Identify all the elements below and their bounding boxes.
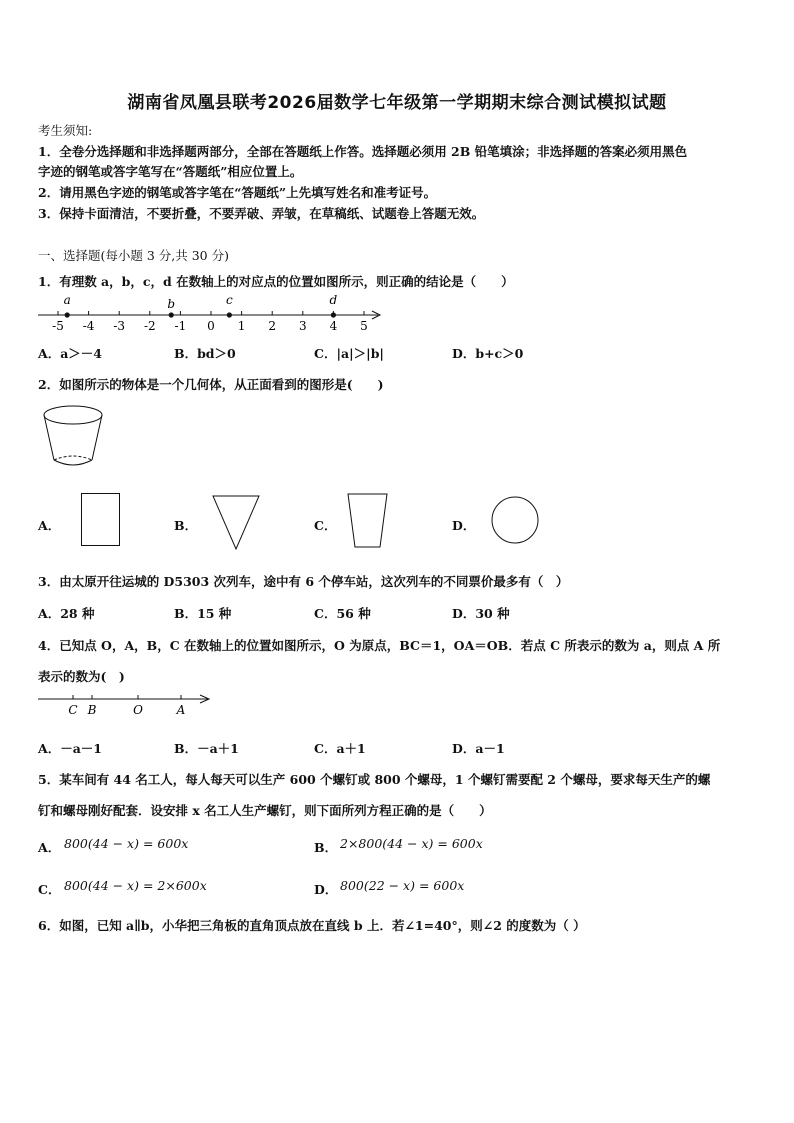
notice-item-3: 3．保持卡面清洁，不要折叠，不要弄破、弄皱，在草稿纸、试题卷上答题无效。 bbox=[38, 206, 485, 221]
q1-tick-label: 2 bbox=[268, 319, 277, 333]
q1-tick-label: -4 bbox=[82, 319, 95, 333]
inverted-triangle-shape[interactable] bbox=[212, 495, 260, 551]
q5-option-b-label[interactable]: B． bbox=[314, 840, 338, 855]
question-1-stem: 1．有理数 a，b，c，d 在数轴上的对应点的位置如图所示，则正确的结论是（ ） bbox=[38, 274, 514, 289]
question-6-stem: 6．如图，已知 a∥b，小华把三角板的直角顶点放在直线 b 上．若∠1=40°，则∠2 的度数为（ ） bbox=[38, 918, 586, 933]
q1-tick-label: -5 bbox=[52, 319, 64, 333]
question-4-stem-line-2: 表示的数为( ) bbox=[38, 669, 125, 684]
q5-option-c-equation: 800(44 − x) = 2×600x bbox=[64, 878, 207, 893]
q1-point-label-b: b bbox=[167, 297, 176, 311]
notice-heading: 考生须知: bbox=[38, 123, 93, 138]
q3-option-d[interactable]: D．30 种 bbox=[452, 606, 510, 621]
q1-tick-label: -3 bbox=[113, 319, 126, 333]
q1-point-label-c: c bbox=[225, 293, 233, 307]
trapezoid-shape[interactable] bbox=[347, 493, 389, 549]
question-5-stem-line-1: 5．某车间有 44 名工人，每人每天可以生产 600 个螺钉或 800 个螺母，1 个螺钉需要配 2 个螺母，要求每天生产的螺 bbox=[38, 772, 711, 787]
q3-option-c[interactable]: C．56 种 bbox=[314, 606, 371, 621]
q1-option-c[interactable]: C．|a|＞|b| bbox=[314, 346, 384, 361]
q1-point-d bbox=[331, 312, 336, 317]
q2-label-a[interactable]: A． bbox=[38, 518, 61, 533]
q1-point-a bbox=[65, 312, 70, 317]
rectangle-shape[interactable] bbox=[81, 493, 121, 547]
number-line-q1 bbox=[0, 290, 794, 335]
q1-point-c bbox=[227, 312, 232, 317]
q2-label-d[interactable]: D． bbox=[452, 518, 476, 533]
q1-tick-label: -1 bbox=[174, 319, 187, 333]
q2-label-b[interactable]: B． bbox=[174, 518, 198, 533]
q4-option-a[interactable]: A．－a－1 bbox=[38, 741, 102, 756]
q1-option-d[interactable]: D．b+c＞0 bbox=[452, 346, 524, 361]
q1-option-b[interactable]: B．bd＞0 bbox=[174, 346, 236, 361]
q5-option-a-equation: 800(44 − x) = 600x bbox=[64, 836, 189, 851]
q1-point-b bbox=[169, 312, 174, 317]
question-3-stem: 3．由太原开往运城的 D5303 次列车，途中有 6 个停车站，这次列车的不同票价最多有（ ） bbox=[38, 574, 569, 589]
q3-option-a[interactable]: A．28 种 bbox=[38, 606, 95, 621]
q4-option-d[interactable]: D．a－1 bbox=[452, 741, 505, 756]
notice-item-2: 2．请用黑色字迹的钢笔或答字笔在“答题纸”上先填写姓名和准考证号。 bbox=[38, 185, 437, 200]
q1-point-label-d: d bbox=[329, 293, 338, 307]
circle-shape[interactable] bbox=[491, 496, 541, 546]
q5-option-d-equation: 800(22 − x) = 600x bbox=[340, 878, 465, 893]
question-5-stem-line-2: 钉和螺母刚好配套．设安排 x 名工人生产螺钉，则下面所列方程正确的是（ ） bbox=[38, 803, 492, 818]
q5-option-c-label[interactable]: C． bbox=[38, 882, 61, 897]
q1-tick-label: 5 bbox=[360, 319, 368, 333]
q1-tick-label: 1 bbox=[237, 319, 246, 333]
q1-point-label-a: a bbox=[63, 293, 71, 307]
question-4-stem-line-1: 4．已知点 O，A，B，C 在数轴上的位置如图所示，O 为原点，BC＝1，OA＝OB．若点 C 所表示的数为 a，则点 A 所 bbox=[38, 638, 721, 653]
question-2-stem: 2．如图所示的物体是一个几何体，从正面看到的图形是( ) bbox=[38, 377, 384, 392]
q5-option-d-label[interactable]: D． bbox=[314, 882, 338, 897]
q1-tick-label: -2 bbox=[143, 319, 156, 333]
number-line-q4 bbox=[0, 690, 260, 720]
q1-tick-label: 3 bbox=[298, 319, 307, 333]
q1-option-a[interactable]: A．a＞－4 bbox=[38, 346, 102, 361]
notice-item-1b: 字迹的钢笔或答字笔写在“答题纸”相应位置上。 bbox=[38, 164, 303, 179]
q4-point-label-B: B bbox=[87, 703, 97, 717]
q1-tick-label: 4 bbox=[329, 319, 338, 333]
q1-tick-label: 0 bbox=[207, 319, 215, 333]
q3-option-b[interactable]: B．15 种 bbox=[174, 606, 232, 621]
q5-option-b-equation: 2×800(44 − x) = 600x bbox=[340, 836, 483, 851]
q4-option-b[interactable]: B．－a＋1 bbox=[174, 741, 239, 756]
q5-option-a-label[interactable]: A． bbox=[38, 840, 61, 855]
q4-option-c[interactable]: C．a＋1 bbox=[314, 741, 366, 756]
q4-point-label-O: O bbox=[133, 703, 143, 717]
section-heading: 一、选择题(每小题 3 分,共 30 分) bbox=[38, 248, 229, 263]
cup-solid-figure bbox=[42, 404, 108, 470]
notice-item-1a: 1．全卷分选择题和非选择题两部分，全部在答题纸上作答。选择题必须用 2B 铅笔填涂；非选择题的答案必须用黑色 bbox=[38, 144, 688, 159]
q2-label-c[interactable]: C． bbox=[314, 518, 337, 533]
q4-point-label-C: C bbox=[68, 703, 78, 717]
page-title: 湖南省凤凰县联考2026届数学七年级第一学期期末综合测试模拟试题 bbox=[127, 93, 667, 113]
q4-point-label-A: A bbox=[176, 703, 186, 717]
